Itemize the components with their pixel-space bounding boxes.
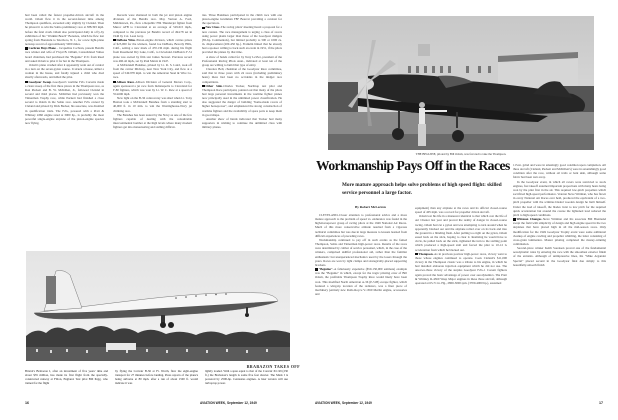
- body-text: Odom's plane crashed after it apparently went out of control in a turn on the seven-pylon course. It struck a house, killed a woman in the house, and fatally injured a child who died shortly afterwards, and killed the pilot.: [25, 62, 104, 80]
- body-text: Clarence Bell, chairman of the Goodyear Race committee, said that in three years with 24 races (including preliminary heats) there had been no accidents in the midget race competitions.: [202, 67, 282, 84]
- paragraph: [415, 214, 507, 251]
- subhead: Cochran Buys Plane: [28, 46, 56, 51]
- subhead: "Beguine": [318, 267, 333, 272]
- subhead: Goodyear Sweep: [28, 79, 52, 84]
- body-text: – Jacqueline Cochran, present Bendix race winner and wife of Floyd B. Odlum, Consolidated Vultee board chairman, had purchased the "Beguine" P-51 from Reed and asked Odom to pilot it for her in the Thompson.: [25, 46, 104, 63]
- body-text: equipment) than any airplane at the races and its official closed-course speed of 405 mph. was a record for propeller driven aircraft.: [415, 206, 507, 215]
- body-text: –As in previous postwar high-power races, victory went to those whose engines continued to operate. Cook Cleland's $11,000 victory in the Thompson classic was a tribute to his engine, in which he had installed elaborate injection equipment which he did not use. The one-two-three victory of the surplus Goodyear F2G-1 Corsair fighters again proved the basic advantage of power over aerodynamics. The Pratt & Whitney R-4360 Wasp Major engines in these three aircraft, although operated at 65-71 in. Hg., 2800-3000 rpm. (3700-4000 hp.), sustained: [415, 251, 507, 285]
- beguine-photo: [328, 16, 594, 150]
- paragraph: [113, 63, 192, 80]
- paragraph: [25, 13, 104, 46]
- body-text: The Banshee has been touted by the Navy as one of the few fighters capable of dealing with the redoubtable intercontinental bomber at the high levels where many modern fighters get into maneuvering and stalling difficul-: [113, 112, 192, 130]
- body-text: Another show of hands indicated that Tucker had many supporters in wishing to continue the unlimited class with military planes.: [202, 116, 282, 130]
- subhead-bullet-icon: [415, 253, 418, 256]
- article-deck: More mature approach helps solve problems of high speed flight: skilled service personnel a large factor.: [342, 182, 502, 196]
- subhead-paragraph: [202, 25, 282, 54]
- paragraph: [113, 96, 192, 113]
- brabazon-photo: [26, 251, 290, 361]
- body-text: –The racing pilots' meeting heard a proposal for a new contest. The race management is urging a class of racers using power plants larger than those of the Goodyear midgets (85-hp. Continentals), but limited probably to 500 or 1000 cu. in. displacement (200-450 hp.). Franklin hinted that he already had a sponsor willing to back such an event in 1951, if the pilots provided the planes by that time.: [202, 25, 282, 55]
- subhead: Other Side: [205, 83, 222, 88]
- body-text: –A fabulously expensive ($50-150,000 estimate) example was the "Beguine" in which, except for the tragic piloting error of Bill Odom, the profitable Thompson Trophy Race would likely have been won. This modified North American A-36 (P-51B) escape fighter, which featured a wing-tip location of the radiators, was a finer piece of machinery (entirely new Rolls-Royce V-1650 Merlin engine, accessories and: [315, 267, 407, 296]
- left-column-2: [113, 13, 192, 129]
- right-column-3: [513, 163, 606, 267]
- beguine-racer-image: [328, 16, 594, 150]
- body-text: CLEVELAND–Closer attention to professional advice and a more mature approach to the problem of speed vs. endurance was found in the high-horsepower group of racing pilots at the 1949 National Air Races. Much of this more conservative attitude resulted from a vigorous technical committee but was due in large measure to lessons learned from difficult experiences of preceding races.: [315, 213, 407, 238]
- paragraph: [202, 67, 282, 84]
- paragraph: [513, 246, 606, 267]
- body-text: Second-place winner Keith Sorensen proved one of the fundamental aerodynamic rules by entering the race with the smoothest exterior finish of the entrants. Although of unimpressive lines, his "Mike Argander Special" placed second in the Goodyear final due simply to this beautifully-smooth finish: [513, 246, 606, 267]
- body-text: New light on the B-36 controversy was shed when Lt. Tony Buxton took a McDonnell Banshee from a standing start to 40,000 ft. in 10 min. to win the Westinghouse-Navy jet climbing race.: [113, 96, 192, 113]
- paragraph: [202, 13, 282, 25]
- subhead-paragraph: [513, 217, 606, 246]
- subhead-paragraph: [315, 267, 407, 296]
- subhead: New Class: [205, 25, 220, 30]
- subhead: Wittman Changes: [516, 217, 542, 222]
- body-text: had been called the fastest propeller-driven aircraft in the world. Odom flew it in the second-fastest time among Thompson qualifiers, exceeded only slightly by Cleland. Then he piloted it to win the Sohio preliminary race at 388.393 mph. before the fatal crash. Odom also participated daily in a fly-by exhibition of his "Waikiki Beech" Bonanza, which he flew last spring from Honolulu to Teterboro, N. J., for a new light-plane nonstop record of approximately 5000 miles.: [25, 13, 104, 47]
- subhead-bullet-icon: [315, 268, 318, 271]
- body-text: A show of hands called for by Tony LeVier, president of the Professional Racing Pilots Assn., indicated at least ten of the group are willing to build that type of entry.: [202, 54, 282, 67]
- folio-left: AVIATION WEEK, September 12, 1949: [200, 401, 257, 405]
- subhead: Allison Race: [116, 79, 134, 84]
- subhead-bullet-icon: [113, 81, 116, 84]
- body-text: 115-in. grind and were in amazingly good condition upon completion. All three aircraft (Cleland, Puckett and McKillen's) were in astonishingly good condition after the race, without oil trails or bent skin, although some fabric had been torn away.: [513, 163, 606, 180]
- right-column-2: [415, 206, 507, 285]
- brabazon-caption-col-2: by flying the Convair B-36 at Ft. Worth, flew the eight-engine transport for 27 minutes before landing. Press reports of the plane's being airborne at 80 mph. after a run of about 1500 ft. would indicate it was: [115, 369, 198, 385]
- body-text: –Piston-engine division, which carries prizes of $25,000 for the winners, found Joe DeBona, Beverly Hills, Calif., setting a new mark of 470.136 mph. during his flight from Rosamond Dry Lake, Calif., to Cleveland. DeBona's F-51 plane was owned by film star James Stewart. Previous record was 460.42 mph., set by Paul Mantz in 1947.: [113, 37, 192, 63]
- page-number-right: 17: [599, 401, 603, 405]
- paragraph: [25, 63, 104, 80]
- paragraph: [415, 206, 507, 214]
- right-page: [309, 0, 618, 420]
- body-text: –Steve Wittman and his associate Bill Brennand swept the field with simplicity of design and high engine speed in the two airplanes that have placed high in all the mid-season races. Only modification for the 1949 Goodyear Trophy event were some additional cleanup of engine cowling and propeller whittling, the latter consisting of cross-grain lamination. Master piloting completed the money-winning combination.: [513, 217, 606, 246]
- paragraph: [315, 213, 407, 238]
- subhead-bullet-icon: [202, 85, 205, 88]
- body-text: Odom lost his life in a maneuver identical to that which cost the life of Art Chester last year and proved the reality of danger in closed-course racing. Odom had cut a pylon and was attempting to turn around when he apparently blacked out and the airplane rolled over on its back and into the ground in a blinding flash. After pulling too tight on the pylon, Odom eased back on the stick, hoping to clear it. Realizing he would have to circle, he pulled back on the stick, tightened the turn to the stalling point which produced a high-speed stall and forced the pilot to 10-12 G acceleration from which he blacked out.: [415, 214, 507, 252]
- subhead-bullet-icon: [513, 218, 516, 221]
- paragraph: [113, 113, 192, 130]
- body-text: ties. Three Banshees participated in the climb race with one piston-engine Grumman F8F Bearcat providing a contrast for the spectators.: [202, 13, 282, 26]
- body-text: –Charles Tucker, Northrop test pilot and Thompson Race participant, pointed out that many of the pilots had large personal investments in the wartime fighter planes now principally used in the unlimited power classification. He also suggested the danger of building "home-made racers of higher horsepower", and emphasized the strong construction of wartime fighters and the availability of spare parts to keep them in good shape.: [202, 83, 283, 117]
- subhead-paragraph: [113, 80, 192, 97]
- subhead-bullet-icon: [113, 39, 116, 42]
- body-text: –Goodyear's wartime F2G Corsairs made a clean sweep of the first three places in the Thompson race, as Ron Puckett and B. W. McKillen, Jr., followed Cleland in second and third places. McKillen had previously won the Tinnerman Trophy race, while Puckett had finished a close second to Odom in the Sohio race. Another F2G owned by Cleland and piloted by Dick Becker, his associate, was disabled in qualification trials. The F2G, powered with a Pratt & Whitney 4360 engine rated at 3000 hp., is probably the most powerful single-engine airplane of the piston-engine species now flying.: [25, 79, 104, 126]
- paragraph: [202, 117, 282, 129]
- subhead-paragraph: [113, 38, 192, 63]
- paragraph: [513, 180, 606, 217]
- paragraph: [513, 163, 606, 180]
- body-text: Workmanship continued to pay off in such events as the famed Thompson, Sohio and Tinnerman high-power races. Results of the races were determined by caliber of service personnel, which, in the case of the winners, comprised skillful professional aid, rather than the familiar enthusiastic but unexperienced mechanics used by the losers through the years. Races are won by tight clamps and strategically-placed supporting brackets.: [315, 237, 407, 267]
- brabazon-caption-col-3: lightly loaded. With a span equal to that of the Convair XC-99 (230 ft.) the Brabazon's length is some five feet shorter. The Mark I is powered by 2500-hp. Centaurus engines. A later version will use turboprop power.: [205, 369, 288, 385]
- beguine-photo-caption: THE BEGUINE, piloted by Bill Odom, was favored to take the Thompson.: [415, 152, 507, 156]
- subhead-paragraph: [25, 46, 104, 63]
- paragraph: [202, 55, 282, 67]
- right-column-1: [315, 213, 407, 296]
- subhead: Thompson: [418, 251, 433, 256]
- body-text: A McDonnell Banshee, piloted by Lt. R. S. Laird, took off from the carrier Midway, near New York City, and flew at a speed of 549.978 mph. to win the American Steel & Wire Co. race.: [113, 62, 192, 80]
- body-text: –Allison Division of General Motors Corp., again sponsored a jet race from Indianapolis to Cleveland for F-80 fighters, which was won by Lt. W. C. Rew at a speed of 554.606 mph.: [113, 79, 192, 96]
- article-byline: By Robert McLarren: [355, 205, 386, 209]
- brabazon-aircraft-image: [26, 251, 290, 361]
- subhead: DeBona Wins: [116, 37, 135, 42]
- article-headline: Workmanship Pays Off in the Races: [316, 158, 510, 173]
- body-text: In the Goodyear event, in which all racers were restricted to stock engines, fast takeoff assumed important proportions with many heats being won by the pilot first in the air. This required low-pitch propellers which sacrificed high-speed performance. Veteran Steve Wittman, who has flown in every National Air Races ever held, produced the equivalent of a two-pitch propeller with the scimitar-bladed wooden design he built himself. Under the load of takeoff, the blades twist to low pitch for the required quick acceleration but around the course the lightened load reduced the pitch to high-speed conditions.: [513, 179, 606, 217]
- left-column-1: [25, 13, 104, 125]
- paragraph: [113, 13, 192, 38]
- subhead-bullet-icon: [25, 81, 28, 84]
- subhead-paragraph: [415, 252, 507, 285]
- folio-right: AVIATION WEEK, September 12, 1949: [315, 401, 372, 405]
- brabazon-photo-title: BRABAZON TAKES OFF: [246, 364, 300, 369]
- subhead-bullet-icon: [25, 47, 28, 50]
- page-number-left: 16: [25, 401, 29, 405]
- subhead-paragraph: [25, 80, 104, 126]
- left-column-3: [202, 13, 282, 129]
- paragraph: [315, 238, 407, 267]
- body-text: Records were shattered in both the jet and piston engine divisions of the Bendix race. Maj. Vernon A. Ford, Middletown, Pa., flew a Republic F84 Thunderjet fighter from Muroc AFB to Cleveland at an average of 529.615 mph., compared to the previous jet Bendix record of 494.78 set in 1946 by Col. Leon Gray.: [113, 13, 192, 38]
- brabazon-caption-col-1: Bristol's Brabazon I, after an investment of five years' time and about $35 million, has made its first flight from the specially-constructed runway at Filton, England. Test pilot Bill Pegg, who trained for the flight: [25, 369, 108, 385]
- subhead-paragraph: [202, 84, 282, 117]
- subhead-bullet-icon: [202, 27, 205, 30]
